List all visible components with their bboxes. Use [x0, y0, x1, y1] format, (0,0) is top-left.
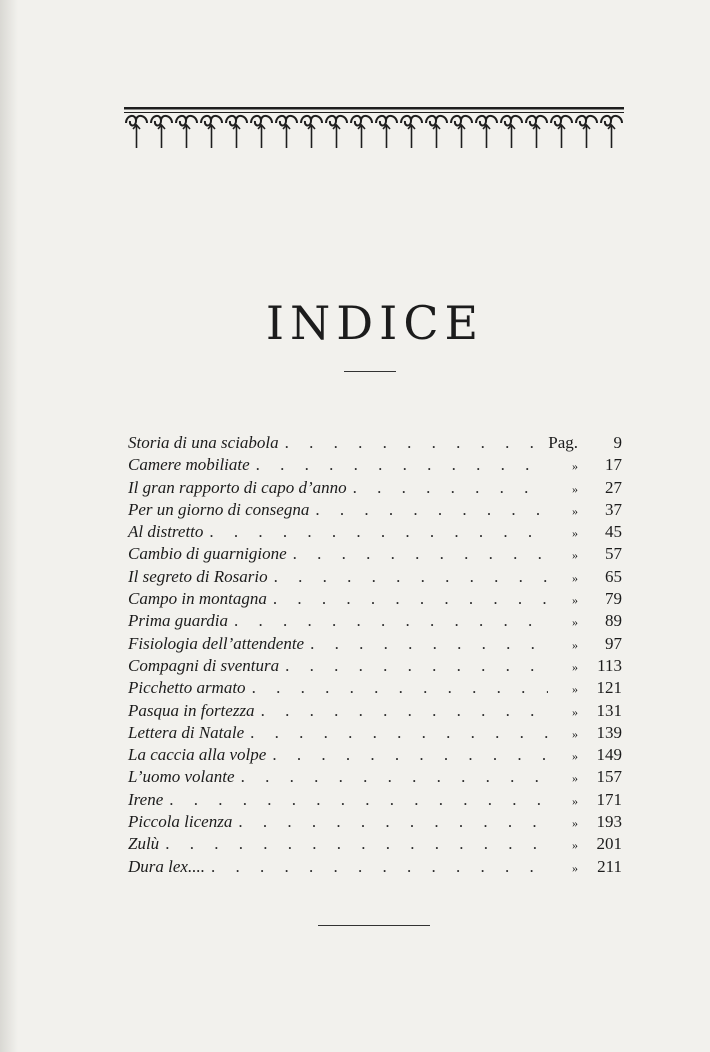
toc-entry-page: 149 — [596, 745, 622, 765]
toc-ditto-mark: » — [572, 615, 578, 630]
toc-dot-leader — [268, 566, 548, 588]
toc-entry — [128, 655, 622, 677]
toc-entry-page: 139 — [596, 722, 622, 742]
toc-dot-leader — [246, 677, 548, 699]
toc-ditto-mark: » — [572, 593, 578, 608]
toc-entry — [128, 789, 622, 811]
toc-entry-page: 113 — [597, 655, 622, 675]
toc-entry — [128, 477, 622, 499]
toc-ditto-mark: » — [572, 816, 578, 831]
toc-entry-title: Irene — [128, 789, 164, 809]
toc-entry-page: 17 — [605, 455, 622, 475]
toc-ditto-mark: » — [572, 459, 578, 474]
decorative-border-ornament — [124, 103, 624, 153]
toc-entry-title: Compagni di sventura — [128, 655, 280, 675]
toc-entry-title: Pasqua in fortezza — [128, 700, 255, 720]
toc-entry — [128, 700, 622, 722]
toc-entry-title: Al distretto — [128, 522, 204, 542]
toc-dot-leader — [347, 477, 548, 499]
toc-ditto-mark: » — [572, 637, 578, 652]
toc-entry — [128, 833, 622, 855]
toc-entry-title: Camere mobiliate — [128, 455, 250, 475]
toc-entry-page: 65 — [605, 566, 622, 586]
toc-entry-page: 171 — [596, 789, 622, 809]
toc-dot-leader — [255, 700, 548, 722]
toc-ditto-mark: » — [572, 838, 578, 853]
toc-dot-leader — [163, 789, 548, 811]
toc-entry-title: Dura lex.... — [128, 856, 205, 876]
toc-dot-leader — [228, 610, 548, 632]
toc-entry — [128, 454, 622, 476]
title-underline — [344, 371, 396, 372]
toc-entry-title: Per un giorno di consegna — [128, 499, 310, 519]
toc-ditto-mark: » — [572, 526, 578, 541]
toc-entry — [128, 744, 622, 766]
toc-entry-page: 211 — [597, 856, 622, 876]
toc-ditto-mark: » — [572, 570, 578, 585]
toc-entry-page: 37 — [605, 499, 622, 519]
toc-dot-leader — [266, 744, 548, 766]
toc-dot-leader — [159, 833, 548, 855]
toc-entry-title: Storia di una sciabola — [128, 433, 279, 452]
toc-entry-title: Il segreto di Rosario — [128, 566, 268, 586]
toc-entry — [128, 543, 622, 565]
toc-entry — [128, 722, 622, 744]
toc-dot-leader — [279, 432, 545, 454]
toc-entry — [128, 499, 622, 521]
toc-ditto-mark: » — [572, 726, 578, 741]
toc-entry-page: 157 — [596, 767, 622, 787]
toc-ditto-mark: » — [572, 704, 578, 719]
page-title: INDICE — [265, 296, 485, 350]
toc-dot-leader — [235, 766, 548, 788]
toc-entry-title: Zulù — [128, 834, 160, 854]
toc-dot-leader — [304, 633, 548, 655]
toc-entry-title: L’uomo volante — [128, 767, 235, 787]
toc-entry — [128, 588, 622, 610]
toc-entry-page: 121 — [596, 678, 622, 698]
toc-entry — [128, 766, 622, 788]
toc-entry-title: Fisiologia dell’attendente — [128, 633, 305, 653]
toc-dot-leader — [279, 655, 548, 677]
toc-entry-title: Lettera di Natale — [128, 722, 245, 742]
toc-ditto-mark: » — [572, 503, 578, 518]
toc-dot-leader — [250, 454, 548, 476]
toc-entry — [128, 633, 622, 655]
toc-ditto-mark: » — [572, 749, 578, 764]
toc-ditto-mark: » — [572, 771, 578, 786]
toc-entry-title: Prima guardia — [128, 611, 228, 631]
toc-entry-page: 45 — [605, 522, 622, 542]
toc-entry-page: 193 — [596, 812, 622, 832]
table-of-contents — [128, 432, 622, 878]
toc-entry-title: Piccola licenza — [128, 812, 233, 832]
toc-ditto-mark: » — [572, 682, 578, 697]
toc-entry — [128, 610, 622, 632]
toc-dot-leader — [267, 588, 548, 610]
toc-dot-leader — [244, 722, 548, 744]
toc-ditto-mark: » — [572, 793, 578, 808]
toc-entry-title: Campo in montagna — [128, 589, 267, 609]
toc-entry-page: 89 — [605, 611, 622, 631]
toc-entry — [128, 432, 622, 454]
bottom-rule — [318, 925, 430, 926]
toc-entry-page: 131 — [596, 700, 622, 720]
toc-entry-title: La caccia alla volpe — [128, 745, 267, 765]
toc-dot-leader — [203, 521, 548, 543]
toc-entry-title: Picchetto armato — [128, 678, 246, 698]
toc-ditto-mark: » — [572, 860, 578, 875]
toc-entry-page: 57 — [605, 544, 622, 564]
toc-dot-leader — [205, 856, 548, 878]
toc-entry — [128, 677, 622, 699]
toc-dot-leader — [232, 811, 548, 833]
toc-dot-leader — [287, 543, 548, 565]
toc-entry-page: 79 — [605, 589, 622, 609]
toc-entry — [128, 521, 622, 543]
toc-entry — [128, 856, 622, 878]
toc-pag-label: Pag. — [548, 433, 578, 452]
toc-entry — [128, 566, 622, 588]
page-spine-shadow — [0, 0, 18, 1052]
toc-entry-page: 9 — [613, 433, 622, 452]
toc-dot-leader — [309, 499, 548, 521]
toc-ditto-mark: » — [572, 659, 578, 674]
toc-ditto-mark: » — [572, 481, 578, 496]
toc-entry-title: Cambio di guarnigione — [128, 544, 287, 564]
toc-entry-page: 27 — [605, 477, 622, 497]
toc-ditto-mark: » — [572, 548, 578, 563]
toc-entry — [128, 811, 622, 833]
toc-entry-page: 97 — [605, 633, 622, 653]
toc-entry-page: 201 — [596, 834, 622, 854]
toc-entry-title: Il gran rapporto di capo d’anno — [128, 477, 347, 497]
